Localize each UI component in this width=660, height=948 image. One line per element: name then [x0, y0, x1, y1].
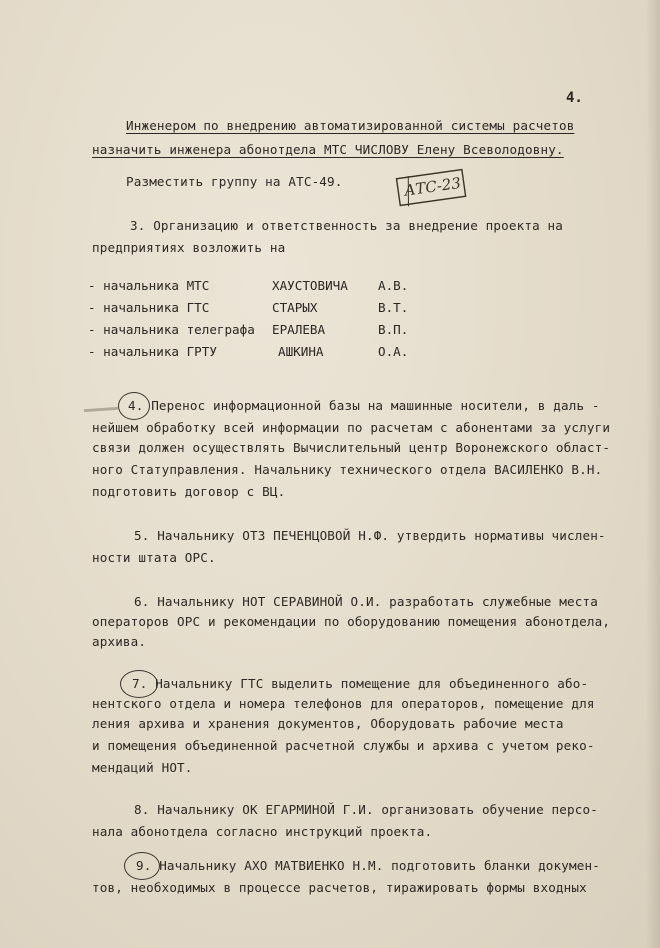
- text-line: подготовить договор с ВЦ.: [92, 484, 286, 499]
- responsible-role: - начальника ГРТУ: [88, 344, 217, 359]
- text-line: нентского отдела и номера телефонов для операторов, помещение для: [92, 696, 595, 711]
- text-line: Разместить группу на АТС-49.: [126, 174, 343, 189]
- text-line: и помещения объединенной расчетной службы и архива с учетом реко-: [92, 738, 595, 753]
- stamp-text: АТС-23: [403, 173, 462, 200]
- text-line: 9. Начальнику АХО МАТВИЕНКО Н.М. подготовить бланки докумен-: [136, 858, 600, 873]
- handwritten-stamp: [394, 167, 467, 206]
- paper-edge-shadow: [646, 0, 660, 948]
- responsible-name: ХАУСТОВИЧА: [272, 278, 348, 293]
- text-line: 5. Начальнику ОТЗ ПЕЧЕНЦОВОЙ Н.Ф. утвердить нормативы числен-: [134, 528, 606, 543]
- page-number: 4.: [566, 90, 583, 106]
- text-line: нейшем обработку всей информации по расчетам с абонентами за услуги: [92, 420, 611, 435]
- responsible-initials: В.Т.: [378, 300, 409, 315]
- text-line: назначить инженера абонотдела МТС ЧИСЛОВУ Елену Всеволодовну.: [92, 142, 564, 157]
- responsible-role: - начальника телеграфа: [88, 322, 255, 337]
- text-line: мендаций НОТ.: [92, 760, 193, 775]
- text-line: 6. Начальнику НОТ СЕРАВИНОЙ О.И. разработать служебные места: [134, 594, 598, 609]
- responsible-initials: О.А.: [378, 344, 409, 359]
- text-line: ного Статуправления. Начальнику технического отдела ВАСИЛЕНКО В.Н.: [92, 462, 603, 477]
- text-line: 8. Начальнику ОК ЕГАРМИНОЙ Г.И. организовать обучение персо-: [134, 802, 598, 817]
- responsible-initials: В.П.: [378, 322, 409, 337]
- responsible-name: СТАРЫХ: [272, 300, 318, 315]
- text-line: ности штата ОРС.: [92, 550, 216, 565]
- text-line: ления архива и хранения документов, Оборудовать рабочие места: [92, 716, 564, 731]
- text-line: связи должен осуществлять Вычислительный центр Воронежского област-: [92, 440, 611, 455]
- text-line: Инженером по внедрению автоматизированной системы расчетов: [126, 118, 575, 133]
- pencil-mark: [84, 407, 118, 412]
- responsible-role: - начальника ГТС: [88, 300, 210, 315]
- responsible-role: - начальника МТС: [88, 278, 210, 293]
- text-line: предприятиях возложить на: [92, 240, 286, 255]
- responsible-name: ЕРАЛЕВА: [272, 322, 326, 337]
- text-line: 3. Организацию и ответственность за внедрение проекта на: [130, 218, 563, 233]
- text-line: операторов ОРС и рекомендации по оборудованию помещения абонотдела,: [92, 614, 611, 629]
- text-line: архива.: [92, 634, 147, 649]
- text-line: 4. Перенос информационной базы на машинные носители, в даль -: [128, 398, 600, 413]
- text-line: нала абонотдела согласно инструкций проекта.: [92, 824, 433, 839]
- responsible-name: АШКИНА: [278, 344, 324, 359]
- text-line: тов, необходимых в процессе расчетов, тиражировать формы входных: [92, 880, 587, 895]
- responsible-initials: А.В.: [378, 278, 409, 293]
- text-line: 7. Начальнику ГТС выделить помещение для объединенного або-: [132, 676, 589, 691]
